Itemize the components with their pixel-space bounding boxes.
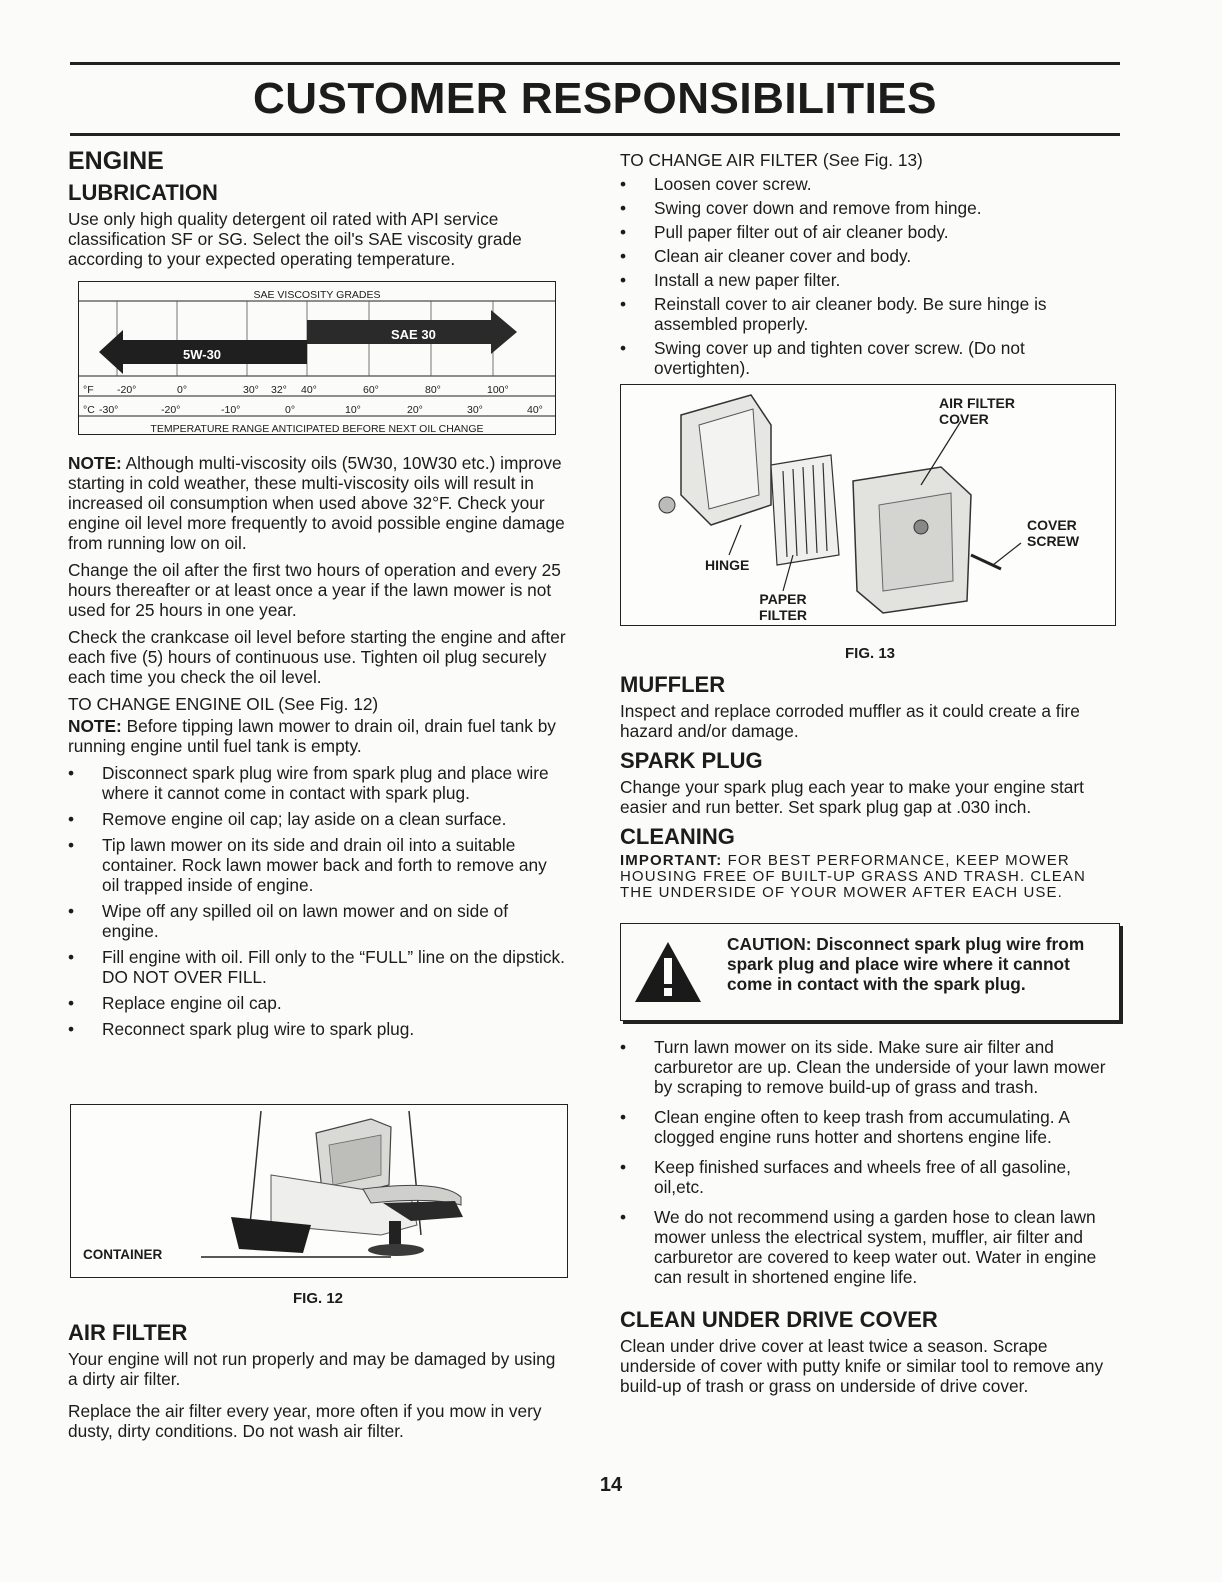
viscosity-chart-footer: TEMPERATURE RANGE ANTICIPATED BEFORE NEXT OIL CHANGE (150, 423, 484, 435)
fig13-caption: FIG. 13 (844, 645, 896, 662)
f-tick: 80° (425, 384, 441, 396)
note-label: NOTE: (68, 453, 122, 473)
lubrication-heading: LUBRICATION (68, 180, 218, 205)
paper-filter-label: PAPER FILTER (759, 591, 807, 623)
list-item: • Wipe off any spilled oil on lawn mower and on side of engine. (68, 901, 509, 941)
note-drain-fuel (68, 716, 568, 756)
change-oil-paragraph: Change the oil after the first two hours of operation and every 25 hours thereafter or at least once a year if the lawn mower is not used for 25 hours in one year. (68, 560, 561, 620)
bullet-icon: • (620, 1157, 627, 1177)
air-filter-section (68, 1320, 568, 1448)
warning-icon (633, 940, 703, 1004)
f-tick: 60° (363, 384, 379, 396)
spark-plug-heading: SPARK PLUG (620, 748, 763, 773)
bullet-icon: • (620, 270, 627, 290)
oil-change-steps (68, 763, 568, 1039)
bullet-icon: • (620, 338, 627, 358)
list-item: • Replace engine oil cap. (68, 993, 282, 1013)
f-tick: -20° (117, 384, 137, 396)
lubrication-text: Use only high quality detergent oil rated with API service classification SF or SG. Select the oil's SAE viscosity grade according to your expected operating temperature. (68, 209, 522, 269)
title-underline (70, 133, 1120, 136)
air-filter-heading: AIR FILTER (68, 1320, 188, 1345)
list-item: • Reinstall cover to air cleaner body. Be sure hinge is assembled properly. (620, 294, 1047, 334)
fig12-caption: FIG. 12 (292, 1290, 344, 1307)
c-tick: -10° (221, 404, 241, 416)
air-filter-text-1: Your engine will not run properly and may be damaged by using a dirty air filter. (68, 1349, 556, 1389)
list-item: • Disconnect spark plug wire from spark plug and place wire where it cannot come in contact with spark plug. (68, 763, 549, 803)
c-tick: 30° (467, 404, 483, 416)
c-tick: 40° (527, 404, 543, 416)
list-item: • Tip lawn mower on its side and drain oil into a suitable container. Rock lawn mower back and forth to remove any oil trapped inside of engine. (68, 835, 547, 895)
page-number: 14 (599, 1474, 623, 1496)
list-item: • Loosen cover screw. (620, 174, 812, 194)
c-tick: -20° (161, 404, 181, 416)
bullet-icon: • (620, 198, 627, 218)
important-label: IMPORTANT: (620, 852, 723, 869)
container-label: CONTAINER (83, 1247, 163, 1262)
5w30-label: 5W-30 (183, 347, 222, 362)
c-tick: -30° (99, 404, 119, 416)
viscosity-chart-title: SAE VISCOSITY GRADES (253, 289, 381, 301)
muffler-text: Inspect and replace corroded muffler as it could create a fire hazard and/or damage. (620, 701, 1080, 741)
viscosity-chart-graphic (79, 282, 555, 434)
list-item: • Keep finished surfaces and wheels free of all gasoline, oil,etc. (620, 1157, 1071, 1197)
note-text: Although multi-viscosity oils (5W30, 10W30 etc.) improve starting in cold weather, these multi-viscosity oils will result in increased oil consumption when used above 32°F. Check your engine oil level more frequently to avoid possible engine damage from running low on oil. (68, 453, 565, 553)
fahrenheit-unit: °F (83, 384, 94, 396)
caution-text: CAUTION: Disconnect spark plug wire from spark plug and place wire where it cannot come in contact with the spark plug. (727, 934, 1085, 994)
drive-cover-heading: CLEAN UNDER DRIVE COVER (620, 1307, 938, 1332)
bullet-icon: • (620, 294, 627, 314)
cleaning-steps (620, 1037, 1120, 1287)
spark-plug-text: Change your spark plug each year to make your engine start easier and run better. Set spark plug gap at .030 inch. (620, 777, 1084, 817)
bullet-icon: • (620, 1107, 627, 1127)
bullet-icon: • (620, 1037, 627, 1057)
c-tick: 0° (285, 404, 296, 416)
check-oil-paragraph: Check the crankcase oil level before starting the engine and after each five (5) hours of continuous use. Tighten oil plug securely each time you check the oil level. (68, 627, 566, 687)
note-label: NOTE: (68, 716, 122, 736)
list-item: • Clean engine often to keep trash from accumulating. A clogged engine runs hotter and shortens engine life. (620, 1107, 1070, 1147)
hinge-label: HINGE (705, 557, 750, 573)
figure-12 (70, 1104, 568, 1278)
list-item: • Fill engine with oil. Fill only to the “FULL” line on the dipstick. DO NOT OVER FILL. (68, 947, 565, 987)
f-tick: 30° (243, 384, 259, 396)
note-multi-viscosity (68, 453, 568, 553)
viscosity-chart (78, 281, 556, 435)
bullet-icon: • (620, 222, 627, 242)
list-item: • We do not recommend using a garden hose to clean lawn mower unless the electrical system, muffler, air filter and carburetor are covered to keep water out. Water in engine can result in shortened engine life. (620, 1207, 1097, 1287)
bullet-icon: • (620, 246, 627, 266)
list-item: • Turn lawn mower on its side. Make sure air filter and carburetor are up. Clean the underside of your lawn mower by scraping to remove build-up of grass and trash. (620, 1037, 1106, 1097)
list-item: • Pull paper filter out of air cleaner body. (620, 222, 949, 242)
change-air-filter-heading: TO CHANGE AIR FILTER (See Fig. 13) (620, 150, 923, 170)
cover-screw-label: COVER SCREW (1027, 517, 1080, 549)
air-filter-steps (620, 174, 1120, 378)
c-tick: 10° (345, 404, 361, 416)
page-title: CUSTOMER RESPONSIBILITIES (253, 74, 937, 123)
top-rule (70, 62, 1120, 65)
note-text: Before tipping lawn mower to drain oil, drain fuel tank by running engine until fuel tank is empty. (68, 716, 556, 756)
f-tick: 0° (177, 384, 188, 396)
air-filter-text-2: Replace the air filter every year, more often if you mow in very dusty, dirty conditions. Do not wash air filter. (68, 1401, 542, 1441)
sae30-label: SAE 30 (391, 327, 436, 342)
list-item: • Swing cover up and tighten cover screw. (Do not overtighten). (620, 338, 1025, 378)
f-tick: 32° (271, 384, 287, 396)
bullet-icon: • (68, 901, 75, 921)
figure-13 (620, 384, 1116, 626)
bullet-icon: • (68, 947, 75, 967)
bullet-icon: • (620, 1207, 627, 1227)
bullet-icon: • (68, 809, 75, 829)
right-column (620, 150, 1120, 1403)
caution-box (620, 923, 1120, 1021)
c-tick: 20° (407, 404, 423, 416)
list-item: • Swing cover down and remove from hinge. (620, 198, 982, 218)
bullet-icon: • (68, 763, 75, 783)
cleaning-heading: CLEANING (620, 824, 735, 849)
drive-cover-text: Clean under drive cover at least twice a season. Scrape underside of cover with putty knife or similar tool to remove any build-up of trash or grass on underside of drive cover. (620, 1336, 1104, 1396)
important-text: FOR BEST PERFORMANCE, KEEP MOWER HOUSING FREE OF BUILT-UP GRASS AND TRASH. CLEAN THE UNDERSIDE OF YOUR MOWER AFTER EACH USE. (620, 852, 1086, 901)
bullet-icon: • (68, 993, 75, 1013)
important-notice (620, 853, 1120, 901)
bullet-icon: • (68, 835, 75, 855)
left-column (68, 146, 568, 1045)
list-item: • Install a new paper filter. (620, 270, 841, 290)
f-tick: 100° (487, 384, 509, 396)
list-item: • Remove engine oil cap; lay aside on a clean surface. (68, 809, 507, 829)
bullet-icon: • (620, 174, 627, 194)
muffler-heading: MUFFLER (620, 672, 726, 697)
change-engine-oil-heading: TO CHANGE ENGINE OIL (See Fig. 12) (68, 694, 379, 714)
celsius-unit: °C (83, 404, 95, 416)
engine-heading: ENGINE (68, 147, 164, 175)
bullet-icon: • (68, 1019, 75, 1039)
list-item: • Reconnect spark plug wire to spark plug. (68, 1019, 415, 1039)
air-filter-illustration (621, 385, 1115, 625)
air-filter-cover-label: AIR FILTER COVER (939, 395, 1015, 427)
list-item: • Clean air cleaner cover and body. (620, 246, 912, 266)
f-tick: 40° (301, 384, 317, 396)
